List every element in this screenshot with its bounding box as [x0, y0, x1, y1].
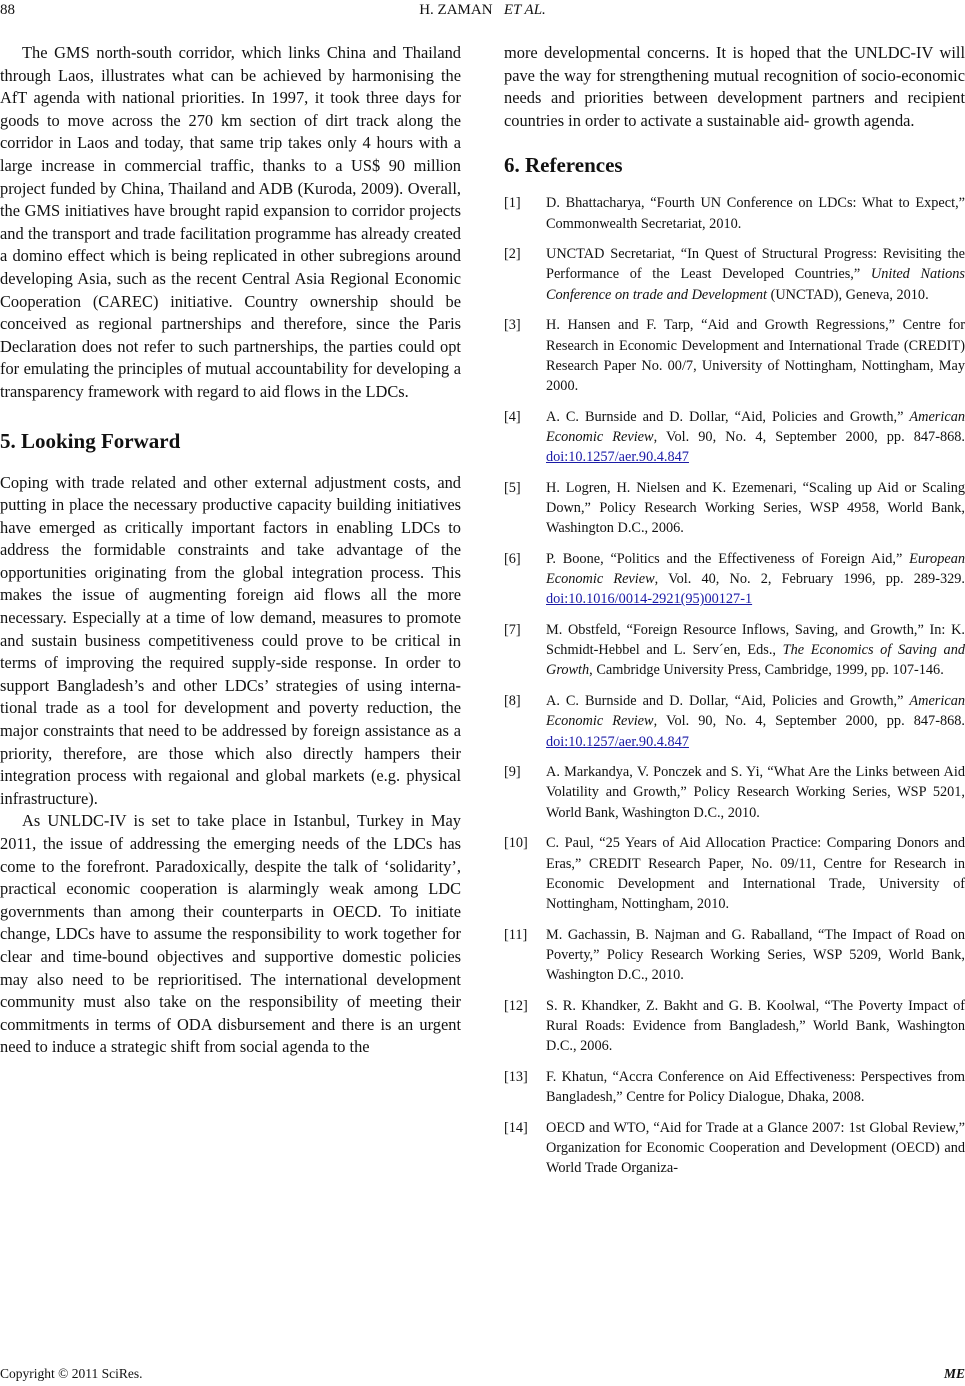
reference-details: , Vol. 90, No. 4, September 2000, pp. 847-868.: [653, 713, 965, 730]
reference-number: [3]: [504, 317, 521, 334]
reference-item: [504, 833, 965, 914]
page-number: 88: [0, 2, 15, 18]
paragraph-continuation: more developmental concerns. It is hoped that the UNLDC-IV will pave the way for strengthening mutual recognition of socio-economic needs and priorities between development partners and recipient countries in order to activate a sustainable aid- growth agenda.: [504, 43, 965, 130]
reference-text: D. Bhattacharya, “Fourth UN Conference on LDCs: What to Expect,” Commonwealth Secretariat, 2010.: [546, 195, 965, 232]
reference-number: [14]: [504, 1119, 528, 1136]
reference-text: C. Paul, “25 Years of Aid Allocation Practice: Comparing Donors and Eras,” CREDIT Research Paper, No. 09/11, Centre for Research in Economic Development and International Trade, University of Nottingham, Nottingham, 2010.: [546, 835, 965, 912]
reference-number: [6]: [504, 550, 521, 567]
reference-item: [504, 193, 965, 233]
reference-item: [504, 244, 965, 305]
page-footer: [0, 1366, 965, 1386]
reference-item: [504, 1067, 965, 1107]
reference-item: [504, 691, 965, 752]
reference-journal: European Economic Review: [546, 550, 965, 588]
paragraph-coping: Coping with trade related and other external adjustment costs, and putting in place the necessary productive capacity building initiatives have emerged as critically important factors in enabling LDCs to address the formidable constraints and take advantage of the opportunities originating from the global integration process. This makes the issue of augmenting foreign aid flows all the more necessary. Especially at a time of low demand, measures to promote and sustain business competitiveness could prove to be critical in terms of improving the required supply-side response. In order to support Bangladesh’s and other LDCs’ strategies of using international trade as a tool for development and poverty reduction, the major constraints that need to be addressed by foreign assistance as a priority, therefore, are those which also directly hampers their integration process with regaional and global markets (e.g. physical infrastructure).: [0, 472, 461, 808]
paragraph-unldc: As UNLDC-IV is set to take place in Istanbul, Turkey in May 2011, the issue of addressing the emerging needs of the LDCs has come to the forefront. Paradoxically, despite the talk of ‘solidarity’, practical economic cooperation is alarmingly weak among LDC governments than among their counterparts in OECD. To initiate change, LDCs have to assume the responsibility to work together for clear and time-bound objectives and supportive domestic policies may also need to be reprioritised. The international development community must also take on the responsibility of meeting their commitments in terms of ODA disbursement and there is an urgent need to induce a strategic shift from social agenda to the: [0, 811, 461, 1057]
running-etal: ET AL.: [503, 2, 546, 18]
reference-text: S. R. Khandker, Z. Bakht and G. B. Koolwal, “The Poverty Impact of Rural Roads: Evidence from Bangladesh,” World Bank, Washington D.C., 2006.: [546, 997, 965, 1055]
page-header: [0, 0, 965, 22]
doi-link[interactable]: doi:10.1257/aer.90.4.847: [546, 449, 689, 466]
reference-item: [504, 478, 965, 539]
reference-journal: American Economic Review: [546, 408, 965, 445]
reference-number: [1]: [504, 195, 521, 212]
reference-number: [7]: [504, 622, 521, 639]
section-title-references: 6. References: [504, 153, 623, 178]
reference-journal: United Nations Conference on trade and Development: [546, 266, 965, 303]
reference-item: [504, 549, 965, 610]
doi-link[interactable]: doi:10.1257/aer.90.4.847: [546, 733, 689, 750]
section-title-looking-forward: 5. Looking Forward: [0, 428, 181, 453]
reference-number: [9]: [504, 764, 521, 781]
reference-details: , Cambridge University Press, Cambridge, 1999, pp. 107-146.: [589, 662, 944, 679]
reference-details: , Vol. 40, No. 2, February 1996, pp. 289-329.: [654, 571, 965, 588]
reference-journal: The Economics of Saving and Growth: [546, 642, 965, 679]
reference-number: [5]: [504, 479, 521, 496]
reference-item: [504, 407, 965, 468]
reference-text: P. Boone, “Politics and the Effectiveness of Foreign Aid,”: [546, 550, 910, 567]
reference-journal: American Economic Review: [546, 693, 965, 730]
reference-item: [504, 996, 965, 1057]
reference-number: [13]: [504, 1068, 528, 1085]
running-head: [0, 2, 965, 19]
reference-text: M. Gachassin, B. Najman and G. Raballand, “The Impact of Road on Poverty,” Policy Research Working Series, WSP 5209, World Bank, Washington D.C., 2010.: [546, 926, 965, 984]
reference-number: [10]: [504, 835, 528, 852]
reference-text: A. Markandya, V. Ponczek and S. Yi, “What Are the Links between Aid Volatility and Growth,” Policy Research Working Series, WSP 5201, World Bank, Washington D.C., 2010.: [546, 764, 965, 821]
copyright-notice: Copyright © 2011 SciRes.: [0, 1366, 143, 1381]
reference-number: [12]: [504, 997, 528, 1014]
reference-item: [504, 315, 965, 396]
reference-text: UNCTAD Secretariat, “In Quest of Structural Progress: Revisiting the Performance of the Least Developed Countries,”: [546, 246, 965, 283]
reference-item: [504, 1118, 965, 1179]
reference-item: [504, 762, 965, 823]
reference-text: H. Hansen and F. Tarp, “Aid and Growth Regressions,” Centre for Research in Economic Development and International Trade (CREDIT) Research Paper No. 00/7, University of Nottingham, Nottingham, May 2000.: [546, 317, 965, 394]
reference-number: [2]: [504, 246, 521, 263]
doi-link[interactable]: doi:10.1016/0014-2921(95)00127-1: [546, 591, 753, 608]
reference-number: [11]: [504, 926, 528, 943]
reference-text: F. Khatun, “Accra Conference on Aid Effectiveness: Perspectives from Bangladesh,” Centre for Policy Dialogue, Dhaka, 2008.: [546, 1068, 965, 1106]
left-column: [0, 42, 461, 1059]
reference-item: [504, 620, 965, 681]
right-column: [504, 42, 965, 1189]
running-authors: H. ZAMAN: [419, 2, 493, 18]
reference-item: [504, 925, 965, 986]
reference-details: , Vol. 90, No. 4, September 2000, pp. 847-868.: [653, 428, 965, 445]
reference-number: [4]: [504, 408, 521, 425]
reference-text: M. Obstfeld, “Foreign Resource Inflows, Saving, and Growth,” In: K. Schmidt-Hebbel and L. Serv´en, Eds.,: [546, 622, 965, 659]
reference-details: (UNCTAD), Geneva, 2010.: [767, 286, 929, 303]
reference-list: [504, 193, 965, 1178]
journal-abbrev: ME: [943, 1366, 965, 1381]
reference-text: A. C. Burnside and D. Dollar, “Aid, Policies and Growth,”: [546, 693, 910, 710]
paragraph-gms-corridor: The GMS north-south corridor, which links China and Thailand through Laos, illustrates what can be achieved by harmonising the AfT agenda with national priorities. In 1997, it took three days for goods to move across the 270 km section of dirt track along the corridor in Laos and today, that same trip takes only 4 hours with a large increase in commercial traffic, thanks to a US$ 90 million project funded by China, Thailand and ADB (Kuroda, 2009). Overall, the GMS initiatives have brought rapid expansion to corridor projects and the transport and trade facilitation programme has already created a domino effect which is being replicated in other subregions around developing Asia, such as the recent Central Asia Regional Economic Cooperation (CAREC) initiative. Country ownership should be conceived as regional partnerships and therefore, since the Paris Declaration does not refer to such partnerships, the parties could opt for emulating the principles of mutual accountability for developing a transparency framework with regard to aid flows in the LDCs.: [0, 43, 461, 401]
reference-number: [8]: [504, 693, 521, 710]
reference-text: A. C. Burnside and D. Dollar, “Aid, Policies and Growth,”: [546, 408, 910, 425]
reference-text: OECD and WTO, “Aid for Trade at a Glance 2007: 1st Global Review,” Organization for Economic Cooperation and Development (OECD) and World Trade Organiza-: [546, 1119, 965, 1177]
reference-text: H. Logren, H. Nielsen and K. Ezemenari, “Scaling up Aid or Scaling Down,” Policy Research Working Series, WSP 4958, World Bank, Washington D.C., 2006.: [546, 479, 965, 537]
